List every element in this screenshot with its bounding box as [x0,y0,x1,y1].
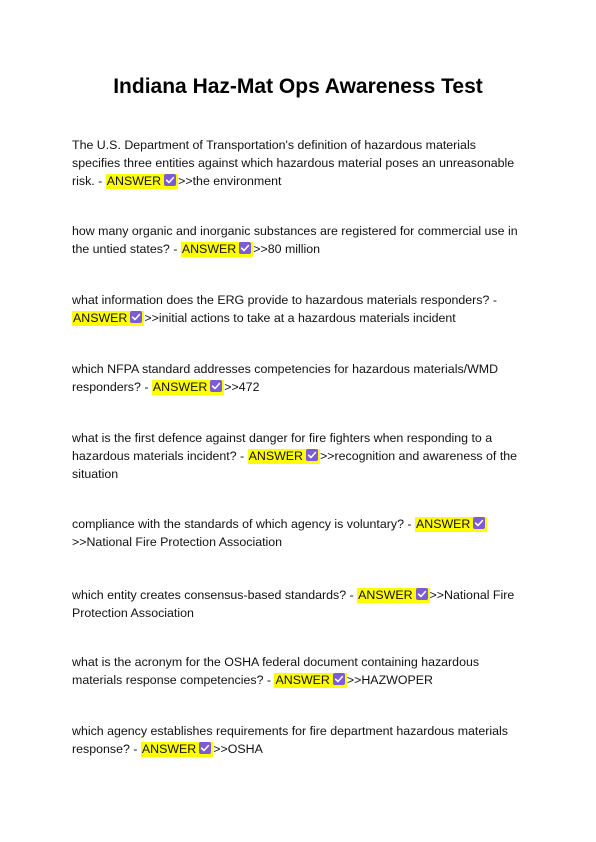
answer-label: ANSWER [152,380,208,394]
question-text: which agency establishes requirements for fire department hazardous materials response? - [72,724,508,756]
answer-highlight [72,311,144,326]
answer-highlight [141,742,213,757]
qa-item [72,136,524,190]
answer-prefix: >> [144,311,159,325]
answer-prefix: >> [320,449,335,463]
answer-prefix: >> [429,588,445,602]
answer-label: ANSWER [275,673,330,687]
answer-text: recognition and awareness of the situation [72,449,518,481]
answer-prefix: >> [72,535,87,549]
answer-text: initial actions to take at a hazardous materials incident [158,311,456,325]
checkmark-icon [416,588,428,600]
checkmark-icon [473,517,485,529]
page-title: Indiana Haz-Mat Ops Awareness Test [113,75,483,98]
answer-prefix: >> [213,742,228,756]
checkmark-icon [199,742,211,754]
answer-text: National Fire Protection Association [72,588,515,620]
question-text: what information does the ERG provide to hazardous materials responders? - [72,293,497,307]
qa-item [72,653,524,689]
answer-highlight [106,174,178,189]
answer-text: OSHA [227,742,263,756]
answer-highlight [274,673,346,688]
checkmark-icon [164,174,176,186]
answer-highlight [181,242,253,257]
question-text: The U.S. Department of Transportation's definition of hazardous materials specifies three entities against which hazardous material poses an unreasonable risk. - [72,138,515,188]
answer-label: ANSWER [181,242,237,256]
answer-label: ANSWER [358,588,413,602]
answer-text: 472 [238,380,260,394]
checkmark-icon [210,380,222,392]
checkmark-icon [239,242,251,254]
question-text: what is the first defence against danger for fire fighters when responding to a hazardous materials incident? - [72,431,493,463]
question-text: which entity creates consensus-based standards? - [72,588,358,602]
answer-text: HAZWOPER [361,673,433,687]
answer-prefix: >> [224,380,239,394]
answer-label: ANSWER [73,311,128,325]
qa-item [72,360,524,396]
answer-prefix: >> [253,242,268,256]
answer-prefix: >> [346,673,362,687]
question-text: compliance with the standards of which agency is voluntary? - [72,517,415,531]
checkmark-icon [333,673,345,685]
checkmark-icon [130,311,142,323]
qa-item [72,429,524,483]
qa-item [72,291,524,327]
answer-label: ANSWER [415,517,471,531]
answer-prefix: >> [178,174,193,188]
answer-text: the environment [192,174,282,188]
answer-text: 80 million [267,242,321,256]
qa-item [72,722,524,758]
answer-label: ANSWER [248,449,304,463]
checkmark-icon [306,449,318,461]
answer-highlight [357,588,429,603]
qa-item [72,515,524,551]
qa-item [72,586,524,622]
answer-label: ANSWER [106,174,162,188]
answer-highlight [248,449,320,464]
qa-item [72,222,524,258]
question-text: how many organic and inorganic substances are registered for commercial use in the untied states? - [72,224,518,256]
answer-highlight [152,380,224,395]
answer-highlight [415,517,487,532]
answer-label: ANSWER [141,742,197,756]
question-text: which NFPA standard addresses competencies for hazardous materials/WMD responders? - [72,362,499,394]
question-text: what is the acronym for the OSHA federal document containing hazardous materials response competencies? - [72,655,480,687]
answer-text: National Fire Protection Association [86,535,283,549]
